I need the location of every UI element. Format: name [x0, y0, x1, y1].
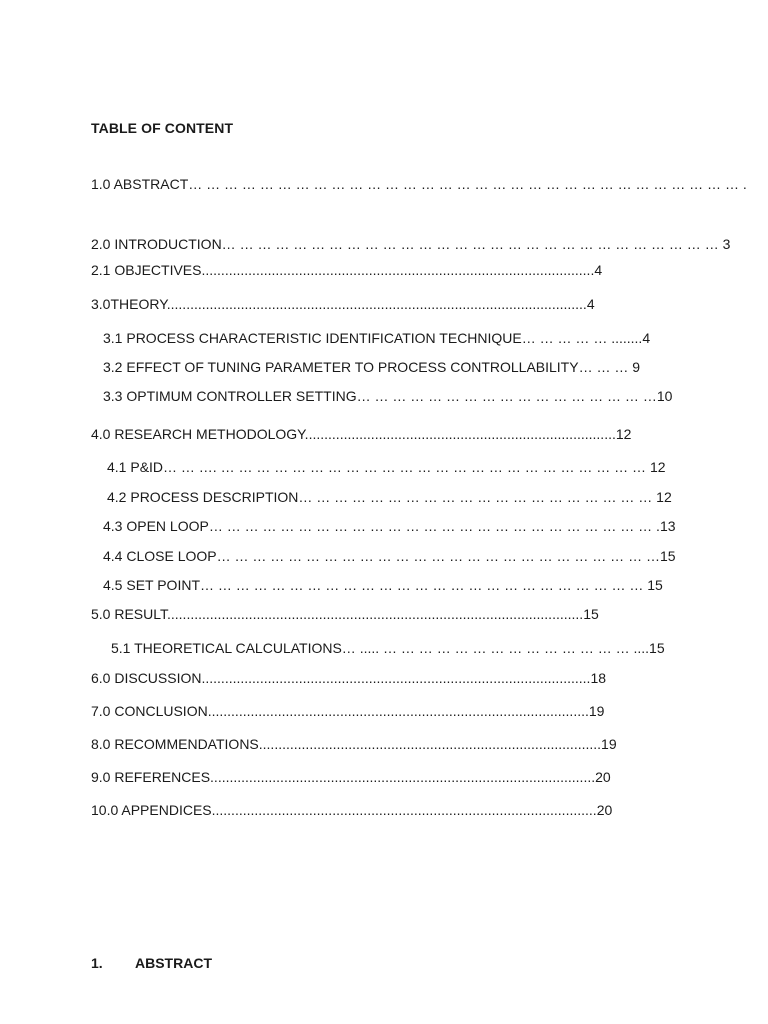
- abstract-section-heading: [91, 955, 212, 971]
- toc-entry-process-description: 4.2 PROCESS DESCRIPTION… … … … … … … … … … … … … … … … … … … … 12: [107, 489, 672, 505]
- toc-entry-open-loop: 4.3 OPEN LOOP… … … … … … … … … … … … … … … … … … … … … … … … … .13: [103, 518, 676, 534]
- toc-entry-tuning-parameter: 3.2 EFFECT OF TUNING PARAMETER TO PROCESS CONTROLLABILITY… … … 9: [103, 359, 641, 375]
- toc-entry-introduction: 2.0 INTRODUCTION… … … … … … … … … … … … … … … … … … … … … … … … … … … … 3: [91, 236, 731, 252]
- toc-entry-theory: 3.0THEORY............................................................................................................4: [91, 296, 595, 312]
- toc-entry-optimum-controller: 3.3 OPTIMUM CONTROLLER SETTING… … … … … … … … … … … … … … … … …10: [103, 388, 673, 404]
- abstract-section-title: ABSTRACT: [135, 955, 212, 971]
- toc-entry-recommendations: 8.0 RECOMMENDATIONS........................................................................................19: [91, 736, 617, 752]
- toc-entry-set-point: 4.5 SET POINT… … … … … … … … … … … … … … … … … … … … … … … … … 15: [103, 577, 663, 593]
- toc-entry-references: 9.0 REFERENCES...................................................................................................20: [91, 769, 611, 785]
- toc-entry-abstract: 1.0 ABSTRACT… … … … … … … … … … … … … … … … … … … … … … … … … … … … … … … .: [91, 176, 747, 192]
- toc-entry-pid: 4.1 P&ID… … …. … … … … … … … … … … … … … … … … … … … … … … … … 12: [107, 459, 666, 475]
- toc-title: TABLE OF CONTENT: [91, 120, 234, 136]
- toc-entry-research-methodology: 4.0 RESEARCH METHODOLOGY................................................................................12: [91, 426, 632, 442]
- toc-entry-close-loop: 4.4 CLOSE LOOP… … … … … … … … … … … … … … … … … … … … … … … … …15: [103, 548, 676, 564]
- toc-entry-conclusion: 7.0 CONCLUSION..................................................................................................19: [91, 703, 605, 719]
- toc-entry-objectives: 2.1 OBJECTIVES.....................................................................................................4: [91, 262, 603, 278]
- toc-entry-result: 5.0 RESULT...........................................................................................................15: [91, 606, 599, 622]
- toc-entry-process-characteristic: 3.1 PROCESS CHARACTERISTIC IDENTIFICATION TECHNIQUE… … … … … ........4: [103, 330, 651, 346]
- toc-entry-appendices: 10.0 APPENDICES...................................................................................................20: [91, 802, 613, 818]
- abstract-section-number: 1.: [91, 955, 103, 971]
- toc-entry-discussion: 6.0 DISCUSSION....................................................................................................18: [91, 670, 607, 686]
- toc-entry-theoretical-calculations: 5.1 THEORETICAL CALCULATIONS… ..... … … … … … … … … … … … … … … ....15: [111, 640, 665, 656]
